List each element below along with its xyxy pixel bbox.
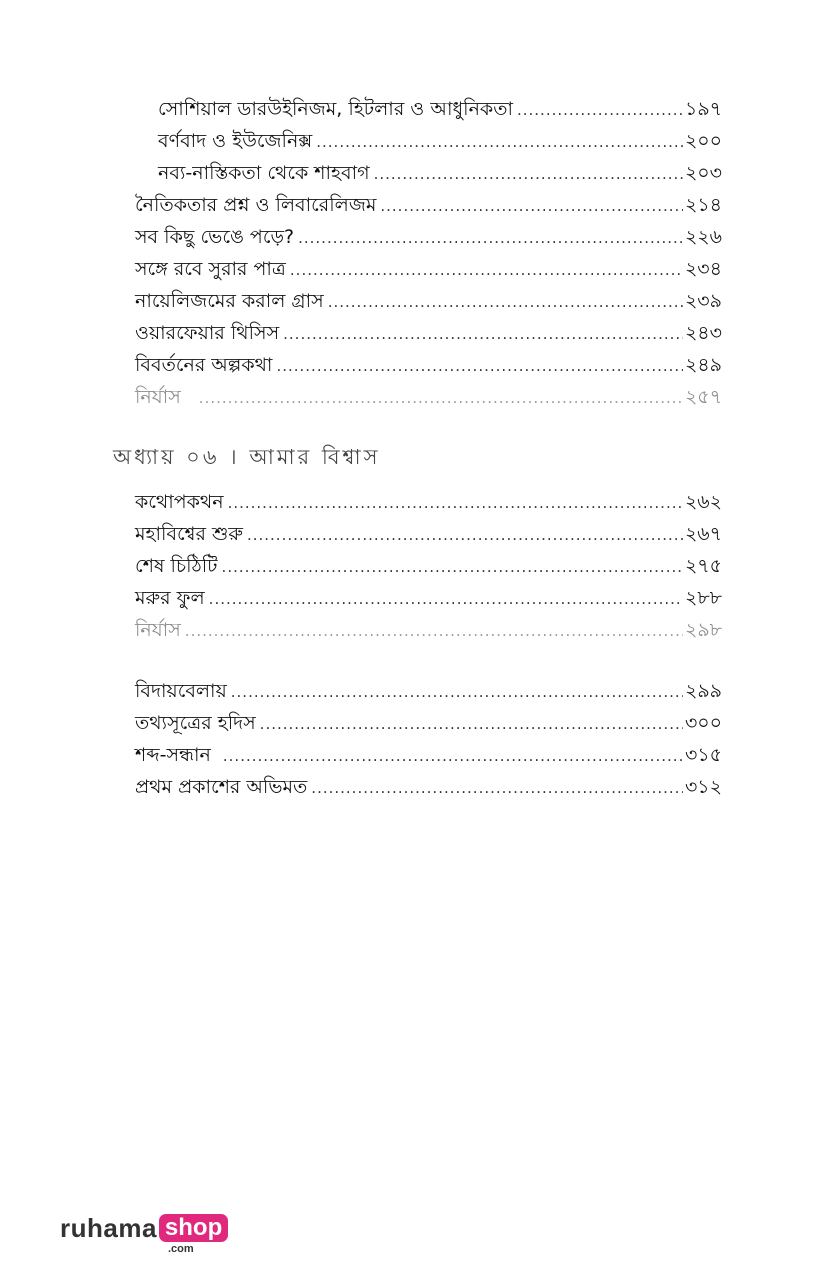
toc-entry-page: ২২৬ (684, 226, 722, 248)
dot-leader (283, 319, 683, 349)
toc-entry-page: ২৫৭ (684, 386, 722, 408)
dot-leader (311, 773, 683, 803)
toc-entry (135, 676, 722, 706)
dot-leader (199, 383, 683, 413)
dot-leader (380, 191, 683, 221)
toc-entry-page: ২৭৫ (684, 555, 722, 577)
toc-entry-title: সব কিছু ভেঙে পড়ে? (135, 226, 295, 248)
toc-entry-title: সঙ্গে রবে সুরার পাত্র (135, 258, 286, 280)
toc-entry (135, 350, 722, 380)
dot-leader (185, 616, 683, 646)
dot-leader (374, 159, 683, 189)
toc-entry-title: মরুর ফুল (135, 587, 205, 609)
toc-entry-page: ১৯৭ (684, 98, 722, 120)
toc-entry (158, 158, 722, 188)
toc-entry-page: ২৩৯ (684, 290, 722, 312)
toc-entry-page: ২৯৮ (684, 619, 722, 641)
ruhamashop-logo (60, 1213, 228, 1259)
toc-entry-title: শব্দ-সন্ধান (135, 744, 211, 766)
dot-leader (247, 520, 683, 550)
toc-entry-page: ২১৪ (684, 194, 722, 216)
toc-entry (135, 286, 722, 316)
dot-leader (223, 741, 683, 771)
toc-entry (158, 94, 722, 124)
toc-entry-title: নির্যাস (135, 386, 181, 408)
toc-entry-title: ওয়ারফেয়ার থিসিস (135, 322, 280, 344)
toc-entry (135, 254, 722, 284)
toc-entry-page: ২৬২ (684, 491, 722, 513)
dot-leader (222, 552, 683, 582)
toc-entry-page: ২৮৮ (684, 587, 722, 609)
toc-entry-title: নব্য-নাস্তিকতা থেকে শাহবাগ (158, 162, 370, 184)
toc-entry-title: নির্যাস (135, 619, 181, 641)
toc-entry-page: ৩০০ (684, 712, 722, 734)
toc-entry-page: ২৩৪ (684, 258, 722, 280)
toc-entry-title: প্রথম প্রকাশের অভিমত (135, 776, 308, 798)
toc-entry-title: নায়েলিজমের করাল গ্রাস (135, 290, 324, 312)
logo-domain-text: .com (168, 1243, 194, 1255)
toc-entry (135, 519, 722, 549)
chapter-heading: অধ্যায় ০৬ । আমার বিশ্বাস (113, 445, 381, 469)
toc-entry (135, 772, 722, 802)
toc-entry (158, 126, 722, 156)
toc-entry-page: ২৪৩ (684, 322, 722, 344)
toc-entry-page: ৩১২ (684, 776, 722, 798)
toc-entry (135, 190, 722, 220)
dot-leader (328, 287, 683, 317)
toc-entry-title: কথোপকথন (135, 491, 224, 513)
dot-leader (276, 351, 683, 381)
dot-leader (228, 488, 683, 518)
toc-entry-page: ২৯৯ (684, 680, 722, 702)
toc-entry-page: ৩১৫ (684, 744, 722, 766)
toc-entry-title: নৈতিকতার প্রশ্ন ও লিবারেলিজম (135, 194, 377, 216)
toc-entry (135, 583, 722, 613)
dot-leader (260, 709, 683, 739)
toc-entry (135, 551, 722, 581)
toc-entry-page: ২৪৯ (684, 354, 722, 376)
toc-entry (135, 318, 722, 348)
toc-entry-page: ২৬৭ (684, 523, 722, 545)
logo-brand-text: ruhama (60, 1213, 157, 1243)
dot-leader (290, 255, 683, 285)
toc-entry-summary (135, 382, 722, 412)
dot-leader (316, 127, 683, 157)
dot-leader (298, 223, 683, 253)
toc-entry-summary (135, 615, 722, 645)
toc-entry-title: বিদায়বেলায় (135, 680, 227, 702)
toc-entry-title: বর্ণবাদ ও ইউজেনিক্স (158, 130, 313, 152)
dot-leader (517, 95, 683, 125)
toc-entry-page: ২০৩ (684, 162, 722, 184)
toc-entry-title: মহাবিশ্বের শুরু (135, 523, 243, 545)
toc-entry-title: বিবর্তনের অল্পকথা (135, 354, 273, 376)
dot-leader (209, 584, 683, 614)
logo-shop-badge: shop (159, 1214, 228, 1242)
toc-entry-title: সোশিয়াল ডারউইনিজম, হিটলার ও আধুনিকতা (158, 98, 513, 120)
toc-entry-page: ২০০ (684, 130, 722, 152)
toc-entry (135, 222, 722, 252)
toc-entry-title: তথ্যসূত্রের হদিস (135, 712, 256, 734)
toc-entry (135, 740, 722, 770)
toc-entry-title: শেষ চিঠিটি (135, 555, 218, 577)
toc-entry (135, 708, 722, 738)
toc-entry (135, 487, 722, 517)
dot-leader (231, 677, 683, 707)
